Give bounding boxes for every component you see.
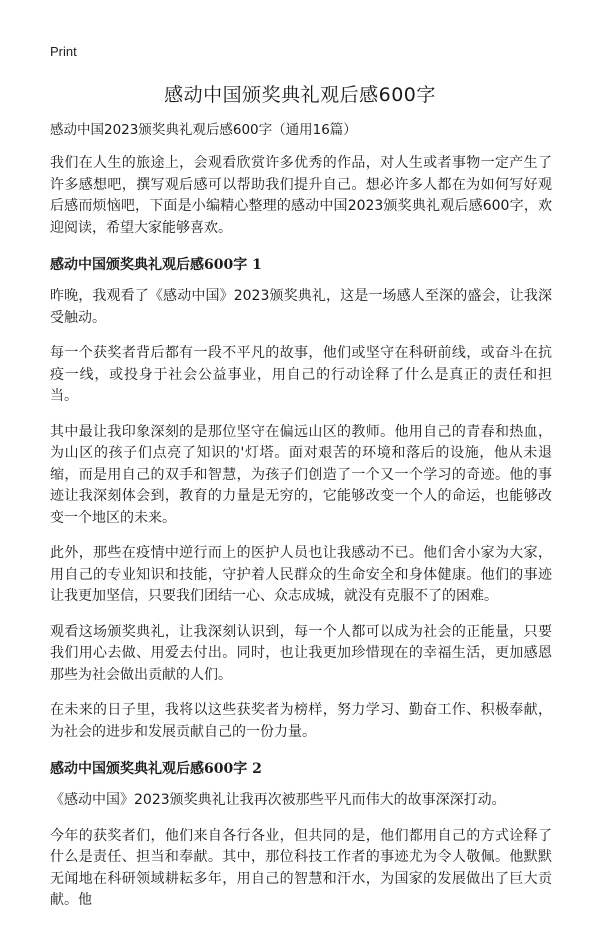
- paragraph: 今年的获奖者们，他们来自各行各业，但共同的是，他们都用自己的方式诠释了什么是责任、担当和奉献。其中，那位科技工作者的事迹尤为令人敬佩。他默默无闻地在科研领域耕耘多年，用自己的智慧和汗水，为国家的发展做出了巨大贡献。他: [50, 827, 552, 908]
- section-heading: 感动中国颁奖典礼观后感600字 1: [50, 257, 262, 273]
- paragraph: 观看这场颁奖典礼，让我深刻认识到，每一个人都可以成为社会的正能量，只要我们用心去做、用爱去付出。同时，也让我更加珍惜现在的幸福生活，更加感恩那些为社会做出贡献的人们。: [50, 623, 552, 683]
- paragraph: 昨晚，我观看了《感动中国》2023颁奖典礼，这是一场感人至深的盛会，让我深受触动。: [50, 288, 552, 326]
- article-subtitle: 感动中国2023颁奖典礼观后感600字（通用16篇）: [50, 122, 357, 138]
- intro-paragraph: 我们在人生的旅途上，会观看欣赏许多优秀的作品，对人生或者事物一定产生了许多感想吧，撰写观后感可以帮助我们提升自己。想必许多人都在为如何写好观后感而烦恼吧，下面是小编精心整理的感动中国2023颁奖典礼观后感600字，欢迎阅读，希望大家能够喜欢。: [50, 155, 552, 236]
- paragraph: 在未来的日子里，我将以这些获奖者为榜样，努力学习、勤奋工作、积极奉献，为社会的进步和发展贡献自己的一份力量。: [50, 702, 552, 740]
- print-link[interactable]: Print: [50, 44, 77, 59]
- paragraph: 此外，那些在疫情中逆行而上的医护人员也让我感动不已。他们舍小家为大家，用自己的专业知识和技能，守护着人民群众的生命安全和身体健康。他们的事迹让我更加坚信，只要我们团结一心、众志成城，就没有克服不了的困难。: [50, 545, 552, 604]
- section-heading: 感动中国颁奖典礼观后感600字 2: [50, 761, 262, 777]
- page-title: 感动中国颁奖典礼观后感600字: [164, 84, 436, 106]
- paragraph: 《感动中国》2023颁奖典礼让我再次被那些平凡而伟大的故事深深打动。: [50, 792, 506, 808]
- paragraph: 每一个获奖者背后都有一段不平凡的故事，他们或坚守在科研前线，或奋斗在抗疫一线，或投身于社会公益事业，用自己的行动诠释了什么是真正的责任和担当。: [50, 345, 552, 404]
- paragraph: 其中最让我印象深刻的是那位坚守在偏远山区的教师。他用自己的青春和热血，为山区的孩子们点亮了知识的'灯塔。面对艰苦的环境和落后的设施，他从未退缩，而是用自己的双手和智慧，为孩子们创造了一个又一个学习的奇迹。他的事迹让我深刻体会到，教育的力量是无穷的，它能够改变一个人的命运，也能够改变一个地区的未来。: [50, 423, 552, 526]
- article-body: [50, 120, 552, 926]
